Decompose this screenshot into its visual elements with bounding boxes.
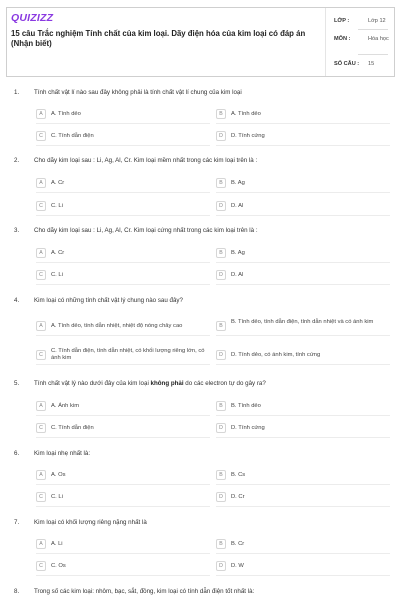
divider xyxy=(358,54,388,55)
question-number: 5. xyxy=(14,380,20,387)
option-text: C. Tính dẫn điện, tính dẫn nhiệt, có khối lượng riêng lớn, có ánh kim xyxy=(51,348,205,361)
option-text: A. Tính dẻo xyxy=(231,111,261,117)
option-letter: D xyxy=(216,492,226,502)
option-letter: C xyxy=(36,561,46,571)
option-c[interactable] xyxy=(36,268,210,282)
option-text: D. Al xyxy=(231,203,244,209)
option-text: D. Tính cứng xyxy=(231,425,265,431)
option-letter: B xyxy=(216,470,226,480)
option-text: A. Li xyxy=(51,541,63,547)
option-text: B. Tính dẻo xyxy=(231,403,261,409)
option-text: A. Tính dẻo, tính dẫn nhiệt, nhiệt độ nóng chảy cao xyxy=(51,323,183,329)
option-text: C. Li xyxy=(51,494,63,500)
option-c[interactable] xyxy=(36,559,210,573)
option-d[interactable] xyxy=(216,129,390,143)
option-c[interactable] xyxy=(36,490,210,504)
divider xyxy=(36,145,210,146)
quizizz-logo: QUIZIZZ xyxy=(11,12,54,24)
question-text xyxy=(34,380,384,387)
option-letter: A xyxy=(36,401,46,411)
option-text: D. Al xyxy=(231,272,244,278)
option-letter: C xyxy=(36,492,46,502)
option-text: D. W xyxy=(231,563,244,569)
option-text: C. Li xyxy=(51,272,63,278)
option-b[interactable] xyxy=(216,107,390,121)
option-letter: A xyxy=(36,248,46,258)
option-d[interactable] xyxy=(216,199,390,213)
divider xyxy=(36,215,210,216)
option-letter: C xyxy=(36,350,46,360)
question-text-emphasis: không phải xyxy=(150,380,184,387)
divider xyxy=(36,123,210,124)
option-text: D. Cr xyxy=(231,494,245,500)
option-d[interactable] xyxy=(216,268,390,282)
option-c[interactable] xyxy=(36,348,210,362)
option-text: C. Os xyxy=(51,563,66,569)
worksheet-title: 15 câu Trắc nghiệm Tính chất của kim loại. Dãy điện hóa của kim loại có đáp án (Nhận biết) xyxy=(11,29,306,48)
question-text: Cho dãy kim loại sau : Li, Ag, Al, Cr. Kim loại mềm nhất trong các kim loại trên là : xyxy=(34,157,258,164)
divider xyxy=(36,284,210,285)
divider xyxy=(36,192,210,193)
subject-label: MÔN : xyxy=(334,36,351,42)
question-number: 2. xyxy=(14,157,20,164)
question-number: 8. xyxy=(14,588,20,595)
option-letter: A xyxy=(36,470,46,480)
divider xyxy=(36,506,210,507)
divider xyxy=(216,123,390,124)
option-text: C. Tính dẫn điện xyxy=(51,133,94,139)
divider xyxy=(216,415,390,416)
option-b[interactable] xyxy=(216,399,390,413)
count-value: 15 xyxy=(368,61,375,67)
count-label: SỐ CÂU : xyxy=(334,61,360,67)
option-letter: C xyxy=(36,131,46,141)
question-text: Tính chất vật lí nào sau đây không phải là tính chất vật lí chung của kim loại xyxy=(34,89,242,96)
divider xyxy=(358,29,388,30)
option-letter: D xyxy=(216,131,226,141)
divider xyxy=(216,335,390,336)
option-letter: C xyxy=(36,270,46,280)
option-letter: B xyxy=(216,248,226,258)
worksheet-meta xyxy=(325,8,396,76)
option-a[interactable] xyxy=(36,468,210,482)
option-text: B. Tính dẻo, tính dẫn điện, tính dẫn nhiệt và có ánh kim xyxy=(231,319,374,325)
option-b[interactable] xyxy=(216,319,390,333)
option-a[interactable] xyxy=(36,537,210,551)
worksheet-header xyxy=(6,7,395,77)
option-text: A. Ánh kim xyxy=(51,403,80,409)
option-letter: D xyxy=(216,561,226,571)
question-number: 1. xyxy=(14,89,20,96)
option-a[interactable] xyxy=(36,107,210,121)
option-text: D. Tính cứng xyxy=(231,133,265,139)
divider xyxy=(216,262,390,263)
option-letter: D xyxy=(216,423,226,433)
option-c[interactable] xyxy=(36,199,210,213)
option-letter: A xyxy=(36,321,46,331)
divider xyxy=(36,575,210,576)
option-b[interactable] xyxy=(216,246,390,260)
option-letter: D xyxy=(216,201,226,211)
question-number: 6. xyxy=(14,450,20,457)
question-text: Trong số các kim loại: nhôm, bạc, sắt, đồng, kim loại có tính dẫn điện tốt nhất là: xyxy=(34,588,255,595)
divider xyxy=(36,335,210,336)
option-letter: C xyxy=(36,201,46,211)
option-text: A. Cr xyxy=(51,180,65,186)
option-text: B. Cr xyxy=(231,541,245,547)
option-d[interactable] xyxy=(216,490,390,504)
option-text: A. Tính dẻo xyxy=(51,111,81,117)
question-number: 4. xyxy=(14,297,20,304)
class-label: LỚP : xyxy=(334,18,350,24)
option-b[interactable] xyxy=(216,176,390,190)
option-c[interactable] xyxy=(36,421,210,435)
option-letter: B xyxy=(216,401,226,411)
divider xyxy=(216,145,390,146)
divider xyxy=(216,364,390,365)
option-letter: B xyxy=(216,539,226,549)
divider xyxy=(216,437,390,438)
option-letter: D xyxy=(216,350,226,360)
option-letter: A xyxy=(36,109,46,119)
divider xyxy=(216,553,390,554)
divider xyxy=(36,553,210,554)
option-a[interactable] xyxy=(36,176,210,190)
question-number: 7. xyxy=(14,519,20,526)
option-d[interactable] xyxy=(216,559,390,573)
option-letter: B xyxy=(216,178,226,188)
option-a[interactable] xyxy=(36,399,210,413)
option-d[interactable] xyxy=(216,348,390,362)
divider xyxy=(36,415,210,416)
option-text: A. Cr xyxy=(51,250,65,256)
divider xyxy=(36,364,210,365)
question-text: Kim loại có khối lượng riêng nặng nhất là xyxy=(34,519,147,526)
divider xyxy=(216,484,390,485)
subject-value: Hóa học xyxy=(368,36,389,42)
question-number: 3. xyxy=(14,227,20,234)
question-text-part: do các electron tự do gây ra? xyxy=(183,380,266,387)
divider xyxy=(216,215,390,216)
option-letter: C xyxy=(36,423,46,433)
option-a[interactable] xyxy=(36,246,210,260)
option-c[interactable] xyxy=(36,129,210,143)
option-a[interactable] xyxy=(36,319,210,333)
option-b[interactable] xyxy=(216,537,390,551)
option-text: A. Os xyxy=(51,472,66,478)
option-letter: A xyxy=(36,539,46,549)
divider xyxy=(216,284,390,285)
option-text: B. Ag xyxy=(231,180,245,186)
question-text: Cho dãy kim loại sau : Li, Ag, Al, Cr. Kim loại cứng nhất trong các kim loại trên là : xyxy=(34,227,258,234)
option-text: B. Ag xyxy=(231,250,245,256)
divider xyxy=(216,506,390,507)
option-letter: B xyxy=(216,321,226,331)
question-text: Kim loại nhẹ nhất là: xyxy=(34,450,91,457)
option-text: C. Li xyxy=(51,203,63,209)
divider xyxy=(216,192,390,193)
option-d[interactable] xyxy=(216,421,390,435)
option-text: C. Tính dẫn điện xyxy=(51,425,94,431)
divider xyxy=(36,262,210,263)
option-letter: B xyxy=(216,109,226,119)
question-text: Kim loại có những tính chất vật lý chung nào sau đây? xyxy=(34,297,183,304)
question-text-part: Tính chất vật lý nào dưới đây của kim loại xyxy=(34,380,151,387)
option-text: D. Tính dẻo, có ánh kim, tính cứng xyxy=(231,352,321,358)
class-value: Lớp 12 xyxy=(368,18,386,24)
option-letter: D xyxy=(216,270,226,280)
option-text: B. Cs xyxy=(231,472,246,478)
option-letter: A xyxy=(36,178,46,188)
divider xyxy=(216,575,390,576)
option-b[interactable] xyxy=(216,468,390,482)
divider xyxy=(36,484,210,485)
divider xyxy=(36,437,210,438)
